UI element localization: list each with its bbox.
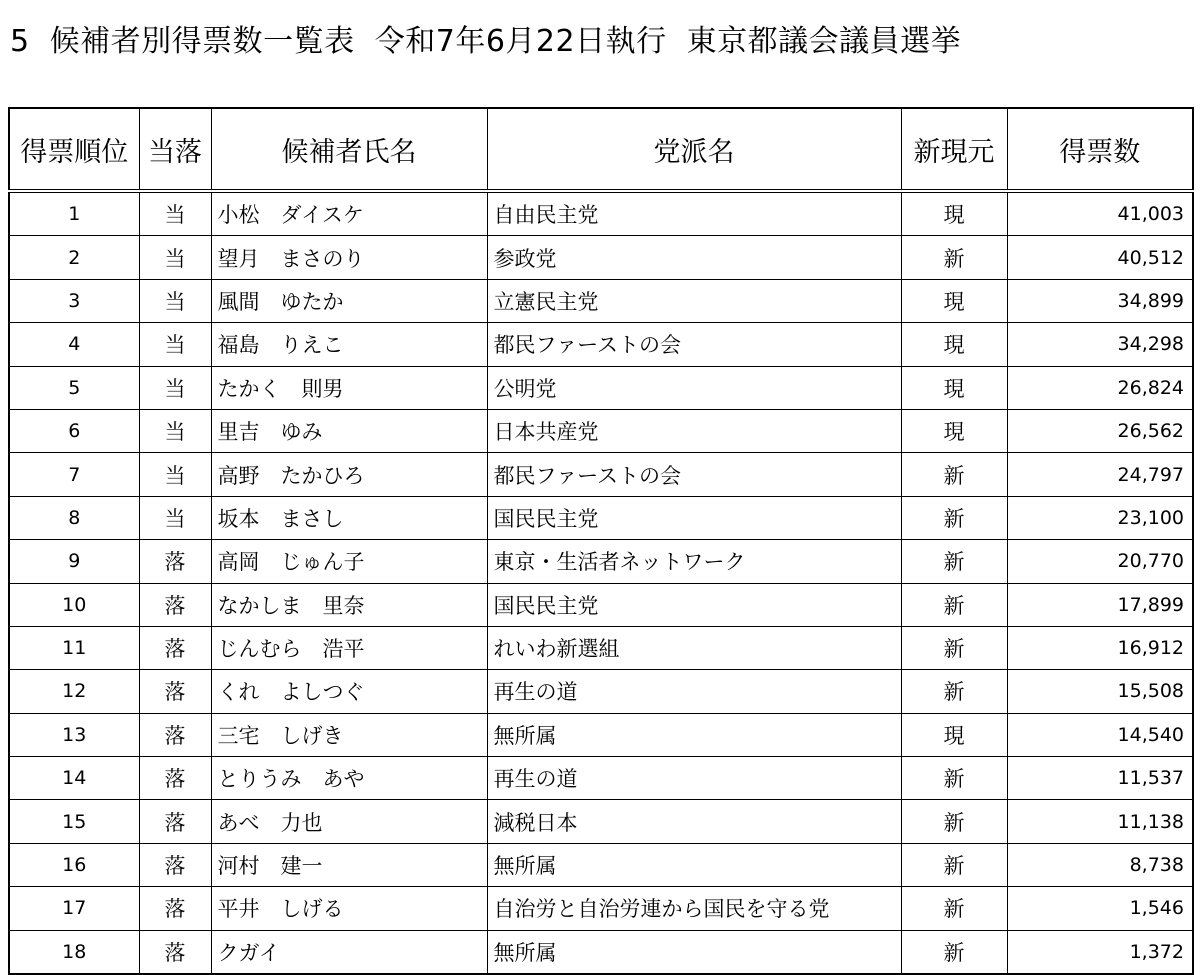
party-cell: 国民民主党 bbox=[487, 583, 901, 626]
result-cell: 落 bbox=[139, 843, 211, 886]
status-cell: 現 bbox=[901, 409, 1007, 452]
status-cell: 新 bbox=[901, 887, 1007, 930]
table-row bbox=[9, 626, 1193, 669]
party-cell: 国民民主党 bbox=[487, 496, 901, 539]
votes-cell: 24,797 bbox=[1007, 453, 1193, 496]
candidate-name-cell: クガイ bbox=[211, 930, 487, 974]
rank-cell: 12 bbox=[9, 670, 139, 713]
party-cell: 自治労と自治労連から国民を守る党 bbox=[487, 887, 901, 930]
candidate-name-cell: 三宅 しげき bbox=[211, 713, 487, 756]
result-cell: 当 bbox=[139, 279, 211, 322]
votes-cell: 26,562 bbox=[1007, 409, 1193, 452]
rank-cell: 16 bbox=[9, 843, 139, 886]
votes-cell: 34,298 bbox=[1007, 323, 1193, 366]
votes-cell: 40,512 bbox=[1007, 236, 1193, 279]
candidate-name-cell: 高岡 じゅん子 bbox=[211, 540, 487, 583]
status-cell: 新 bbox=[901, 670, 1007, 713]
rank-cell: 8 bbox=[9, 496, 139, 539]
table-row bbox=[9, 887, 1193, 930]
result-cell: 当 bbox=[139, 236, 211, 279]
rank-cell: 18 bbox=[9, 930, 139, 974]
table-row bbox=[9, 583, 1193, 626]
votes-cell: 17,899 bbox=[1007, 583, 1193, 626]
status-cell: 現 bbox=[901, 279, 1007, 322]
status-cell: 新 bbox=[901, 843, 1007, 886]
rank-cell: 5 bbox=[9, 366, 139, 409]
header-votes: 得票数 bbox=[1007, 108, 1193, 191]
candidate-name-cell: くれ よしつぐ bbox=[211, 670, 487, 713]
table-row bbox=[9, 279, 1193, 322]
result-cell: 落 bbox=[139, 930, 211, 974]
rank-cell: 17 bbox=[9, 887, 139, 930]
table-row bbox=[9, 191, 1193, 236]
rank-cell: 6 bbox=[9, 409, 139, 452]
party-cell: 東京・生活者ネットワーク bbox=[487, 540, 901, 583]
status-cell: 現 bbox=[901, 323, 1007, 366]
candidate-name-cell: たかく 則男 bbox=[211, 366, 487, 409]
table-row bbox=[9, 757, 1193, 800]
result-cell: 当 bbox=[139, 366, 211, 409]
candidate-name-cell: あべ 力也 bbox=[211, 800, 487, 843]
rank-cell: 2 bbox=[9, 236, 139, 279]
header-status: 新現元 bbox=[901, 108, 1007, 191]
result-cell: 落 bbox=[139, 757, 211, 800]
rank-cell: 3 bbox=[9, 279, 139, 322]
results-table bbox=[8, 107, 1194, 975]
votes-cell: 20,770 bbox=[1007, 540, 1193, 583]
party-cell: 公明党 bbox=[487, 366, 901, 409]
table-row bbox=[9, 236, 1193, 279]
table-row bbox=[9, 800, 1193, 843]
result-cell: 当 bbox=[139, 323, 211, 366]
status-cell: 新 bbox=[901, 453, 1007, 496]
rank-cell: 11 bbox=[9, 626, 139, 669]
status-cell: 新 bbox=[901, 583, 1007, 626]
candidate-name-cell: 望月 まさのり bbox=[211, 236, 487, 279]
table-row bbox=[9, 670, 1193, 713]
status-cell: 現 bbox=[901, 191, 1007, 236]
candidate-name-cell: じんむら 浩平 bbox=[211, 626, 487, 669]
table-row bbox=[9, 930, 1193, 974]
votes-cell: 41,003 bbox=[1007, 191, 1193, 236]
header-rank: 得票順位 bbox=[9, 108, 139, 191]
candidate-name-cell: 里吉 ゆみ bbox=[211, 409, 487, 452]
table-row bbox=[9, 713, 1193, 756]
result-cell: 落 bbox=[139, 800, 211, 843]
party-cell: 参政党 bbox=[487, 236, 901, 279]
votes-cell: 1,372 bbox=[1007, 930, 1193, 974]
header-party: 党派名 bbox=[487, 108, 901, 191]
candidate-name-cell: 風間 ゆたか bbox=[211, 279, 487, 322]
status-cell: 現 bbox=[901, 713, 1007, 756]
result-cell: 落 bbox=[139, 626, 211, 669]
result-cell: 落 bbox=[139, 583, 211, 626]
votes-cell: 23,100 bbox=[1007, 496, 1193, 539]
result-cell: 落 bbox=[139, 670, 211, 713]
party-cell: 無所属 bbox=[487, 713, 901, 756]
table-row bbox=[9, 843, 1193, 886]
rank-cell: 13 bbox=[9, 713, 139, 756]
rank-cell: 10 bbox=[9, 583, 139, 626]
party-cell: 都民ファーストの会 bbox=[487, 323, 901, 366]
result-cell: 当 bbox=[139, 453, 211, 496]
votes-cell: 26,824 bbox=[1007, 366, 1193, 409]
votes-cell: 1,546 bbox=[1007, 887, 1193, 930]
party-cell: 再生の道 bbox=[487, 670, 901, 713]
candidate-name-cell: 福島 りえこ bbox=[211, 323, 487, 366]
status-cell: 新 bbox=[901, 757, 1007, 800]
result-cell: 当 bbox=[139, 191, 211, 236]
status-cell: 新 bbox=[901, 236, 1007, 279]
candidate-name-cell: 平井 しげる bbox=[211, 887, 487, 930]
candidate-name-cell: 河村 建一 bbox=[211, 843, 487, 886]
status-cell: 新 bbox=[901, 800, 1007, 843]
result-cell: 落 bbox=[139, 713, 211, 756]
votes-cell: 34,899 bbox=[1007, 279, 1193, 322]
votes-cell: 16,912 bbox=[1007, 626, 1193, 669]
party-cell: 無所属 bbox=[487, 930, 901, 974]
candidate-name-cell: とりうみ あや bbox=[211, 757, 487, 800]
result-cell: 落 bbox=[139, 540, 211, 583]
page-title: 5 候補者別得票数一覧表 令和7年6月22日執行 東京都議会議員選挙 bbox=[10, 24, 962, 59]
party-cell: 再生の道 bbox=[487, 757, 901, 800]
status-cell: 新 bbox=[901, 540, 1007, 583]
table-row bbox=[9, 540, 1193, 583]
header-row bbox=[9, 108, 1193, 191]
status-cell: 新 bbox=[901, 496, 1007, 539]
header-name: 候補者氏名 bbox=[211, 108, 487, 191]
rank-cell: 7 bbox=[9, 453, 139, 496]
status-cell: 新 bbox=[901, 930, 1007, 974]
result-cell: 当 bbox=[139, 496, 211, 539]
table-row bbox=[9, 409, 1193, 452]
table-row bbox=[9, 496, 1193, 539]
votes-cell: 11,138 bbox=[1007, 800, 1193, 843]
candidate-name-cell: なかしま 里奈 bbox=[211, 583, 487, 626]
header-result: 当落 bbox=[139, 108, 211, 191]
rank-cell: 15 bbox=[9, 800, 139, 843]
table-row bbox=[9, 453, 1193, 496]
table-row bbox=[9, 323, 1193, 366]
party-cell: 日本共産党 bbox=[487, 409, 901, 452]
party-cell: 都民ファーストの会 bbox=[487, 453, 901, 496]
candidate-name-cell: 高野 たかひろ bbox=[211, 453, 487, 496]
rank-cell: 9 bbox=[9, 540, 139, 583]
candidate-name-cell: 坂本 まさし bbox=[211, 496, 487, 539]
status-cell: 現 bbox=[901, 366, 1007, 409]
table-row bbox=[9, 366, 1193, 409]
party-cell: 立憲民主党 bbox=[487, 279, 901, 322]
rank-cell: 14 bbox=[9, 757, 139, 800]
status-cell: 新 bbox=[901, 626, 1007, 669]
votes-cell: 8,738 bbox=[1007, 843, 1193, 886]
votes-cell: 14,540 bbox=[1007, 713, 1193, 756]
rank-cell: 4 bbox=[9, 323, 139, 366]
votes-cell: 11,537 bbox=[1007, 757, 1193, 800]
votes-cell: 15,508 bbox=[1007, 670, 1193, 713]
party-cell: 減税日本 bbox=[487, 800, 901, 843]
rank-cell: 1 bbox=[9, 191, 139, 236]
party-cell: 無所属 bbox=[487, 843, 901, 886]
candidate-name-cell: 小松 ダイスケ bbox=[211, 191, 487, 236]
result-cell: 当 bbox=[139, 409, 211, 452]
party-cell: 自由民主党 bbox=[487, 191, 901, 236]
party-cell: れいわ新選組 bbox=[487, 626, 901, 669]
result-cell: 落 bbox=[139, 887, 211, 930]
